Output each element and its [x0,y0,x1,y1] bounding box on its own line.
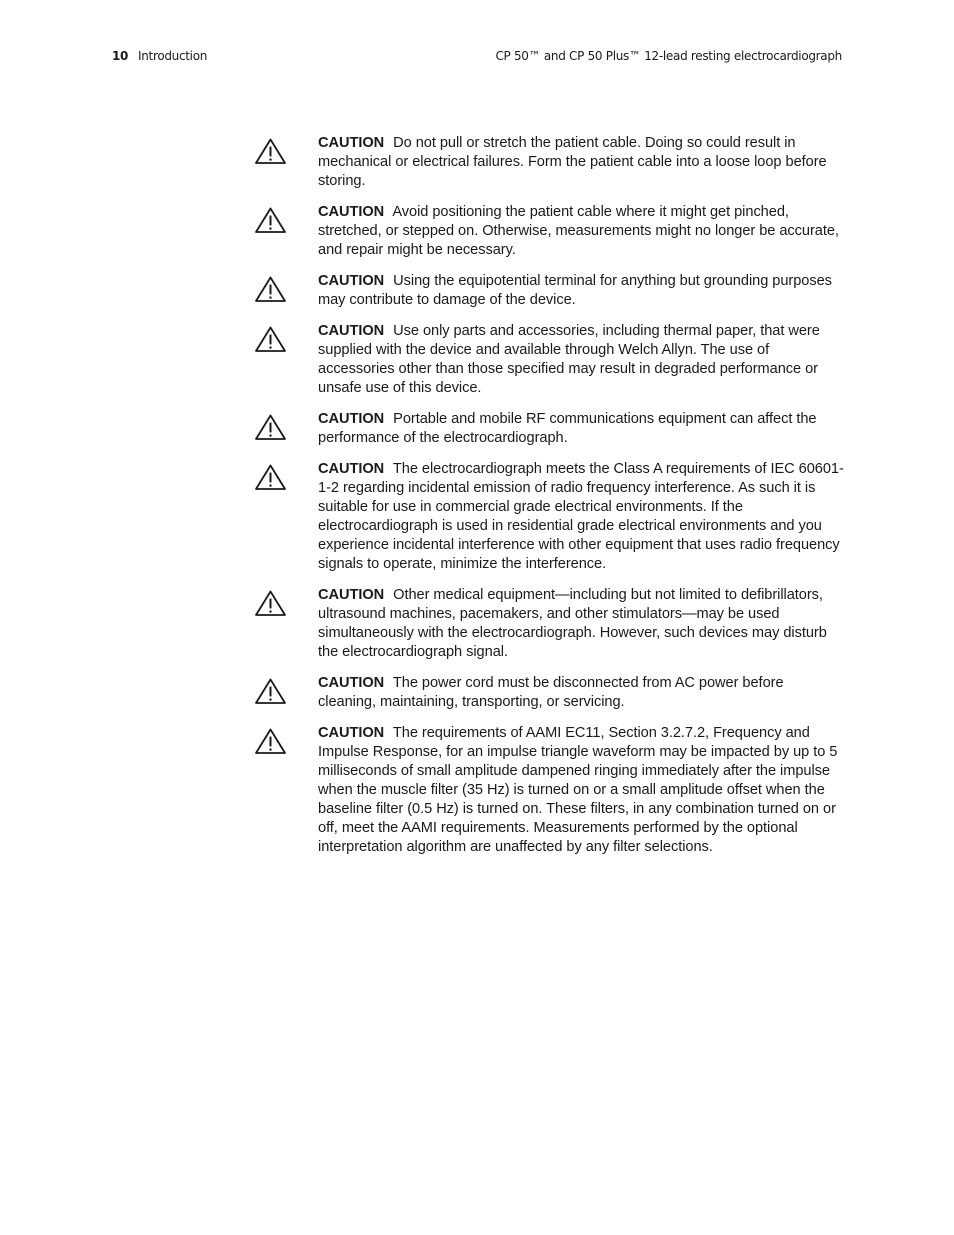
caution-label: CAUTION [318,411,385,427]
caution-body: The requirements of AAMI EC11, Section 3.2.7.2, Frequency and Impulse Response, for an impulse triangle waveform may be impacted by up to 5 milliseconds of small amplitude dampened ringing immediately after the impulse when the muscle filter (35 Hz) is turned on or a small amplitude offset when the baseline filter (0.5 Hz) is turned on. These filters, in any combination turned on or off, meet the AAMI requirements. Measurements performed by the optional interpretation algorithm are unaffected by any filter selections. [318,725,838,855]
caution-item [254,134,844,191]
warning-triangle-icon [254,727,287,755]
caution-label: CAUTION [318,675,385,691]
caution-text [318,724,844,857]
warning-triangle-icon [254,206,287,234]
caution-text [318,203,844,260]
caution-text [318,272,844,310]
caution-label: CAUTION [318,725,385,741]
warning-triangle-icon [254,463,287,491]
caution-body: Portable and mobile RF communications equipment can affect the performance of the electrocardiograph. [318,411,817,446]
warning-triangle-icon [254,137,287,165]
caution-label: CAUTION [318,273,385,289]
caution-text [318,586,844,662]
document-title: CP 50™ and CP 50 Plus™ 12-lead resting electrocardiograph [495,49,842,63]
warning-triangle-icon [254,589,287,617]
caution-body: Use only parts and accessories, including thermal paper, that were supplied with the device and available through Welch Allyn. The use of accessories other than those specified may result in degraded performance or unsafe use of this device. [318,323,820,396]
warning-triangle-icon [254,275,287,303]
caution-item [254,586,844,662]
caution-text [318,322,844,398]
caution-item [254,410,844,448]
caution-list [254,134,844,869]
page-number: 10 [112,49,129,63]
warning-triangle-icon [254,677,287,705]
warning-triangle-icon [254,413,287,441]
caution-text [318,410,844,448]
caution-item [254,203,844,260]
caution-text [318,674,844,712]
caution-body: The power cord must be disconnected from AC power before cleaning, maintaining, transporting, or servicing. [318,675,784,710]
caution-item [254,674,844,712]
caution-item [254,724,844,857]
caution-label: CAUTION [318,135,385,151]
caution-body: Using the equipotential terminal for anything but grounding purposes may contribute to damage of the device. [318,273,832,308]
caution-label: CAUTION [318,323,385,339]
caution-body: Do not pull or stretch the patient cable. Doing so could result in mechanical or electrical failures. Form the patient cable into a loose loop before storing. [318,135,827,189]
caution-body: The electrocardiograph meets the Class A requirements of IEC 60601-1-2 regarding incidental emission of radio frequency interference. As such it is suitable for use in commercial grade electrical environments. If the electrocardiograph is used in residential grade electrical environments and you experience incidental interference with other equipment that uses radio frequency signals to operate, minimize the interference. [318,461,844,572]
caution-label: CAUTION [318,587,385,603]
warning-triangle-icon [254,325,287,353]
caution-label: CAUTION [318,461,385,477]
caution-item [254,322,844,398]
caution-body: Other medical equipment—including but not limited to defibrillators, ultrasound machines, pacemakers, and other stimulators—may be used simultaneously with the electrocardiograph. However, such devices may disturb the electrocardiograph signal. [318,587,827,660]
caution-text [318,460,844,574]
caution-item [254,460,844,574]
page-header [112,49,842,67]
caution-item [254,272,844,310]
caution-label: CAUTION [318,204,385,220]
section-title: Introduction [138,49,208,63]
caution-text [318,134,844,191]
caution-body: Avoid positioning the patient cable where it might get pinched, stretched, or stepped on. Otherwise, measurements might no longer be accurate, and repair might be necessary. [318,204,839,258]
